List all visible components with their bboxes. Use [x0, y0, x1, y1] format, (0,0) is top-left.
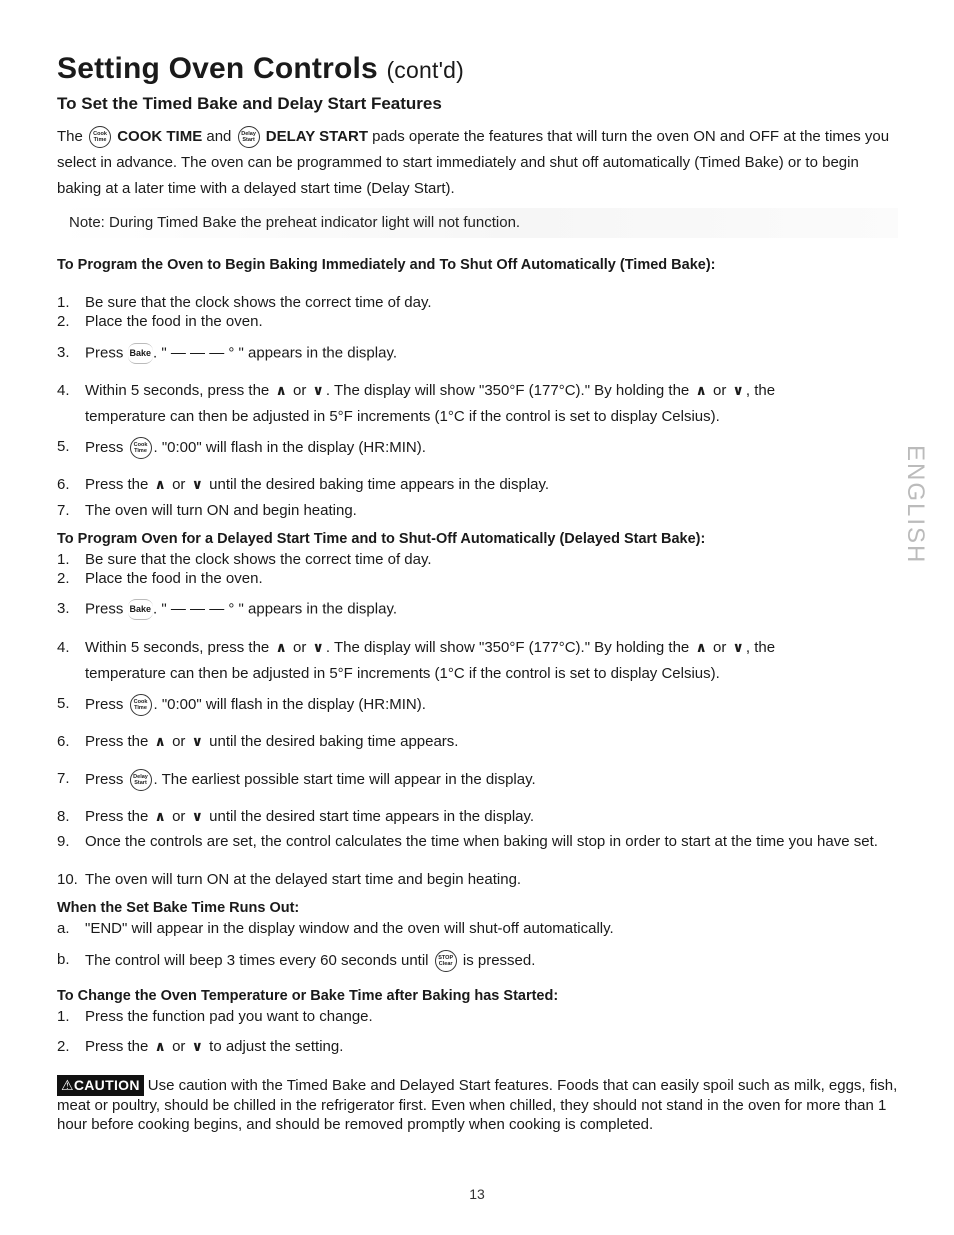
section-heading: To Set the Timed Bake and Delay Start Features: [57, 94, 442, 113]
timed-bake-heading: To Program the Oven to Begin Baking Immediately and To Shut Off Automatically (Timed Bake):: [57, 257, 716, 273]
delay-start-pad-icon: Delay Start: [238, 126, 260, 148]
cook-time-pad-icon: Cook Time: [89, 126, 111, 148]
title-main: Setting Oven Controls: [57, 52, 378, 85]
up-arrow-icon: ∧: [154, 476, 166, 492]
warning-triangle-icon: ⚠: [61, 1077, 74, 1093]
caution-text: Use caution with the Timed Bake and Delayed Start features. Foods that can easily spoil such as milk, eggs, fish, meat or poultry, should be chilled in the refrigerator first. Even when chilled, they should not stand in the oven for more than 1 hour before cooking begins, and should be removed promptly when cooking is completed.: [57, 1077, 898, 1133]
stop-clear-pad-icon: STOP Clear: [435, 950, 457, 972]
cook-time-pad-icon: Cook Time: [130, 437, 152, 459]
delay-start-label: DELAY START: [265, 128, 368, 145]
note-box: Note: During Timed Bake the preheat indicator light will not function.: [57, 208, 898, 238]
down-arrow-icon: ∨: [312, 639, 324, 655]
down-arrow-icon: ∨: [732, 639, 744, 655]
intro-text-end: pads operate the features that will turn the oven ON and OFF at the times you select in advance. The oven can be programmed to start immediately and shut off automatically (Timed Bake) or to begin baking at a later time with a delayed start time (Delay Start).: [57, 128, 890, 197]
caution-badge: ⚠CAUTION: [57, 1075, 144, 1096]
intro-and: and: [206, 128, 232, 145]
runs-out-heading: When the Set Bake Time Runs Out:: [57, 900, 300, 916]
up-arrow-icon: ∧: [154, 1038, 166, 1054]
bake-pad-icon: Bake: [128, 599, 154, 620]
cook-time-label: COOK TIME: [117, 128, 203, 145]
language-side-tab: ENGLISH: [902, 445, 929, 565]
down-arrow-icon: ∨: [191, 476, 203, 492]
bake-pad-icon: Bake: [128, 343, 154, 364]
down-arrow-icon: ∨: [191, 1038, 203, 1054]
down-arrow-icon: ∨: [312, 382, 324, 398]
down-arrow-icon: ∨: [191, 808, 203, 824]
intro-paragraph: [57, 124, 897, 202]
up-arrow-icon: ∧: [695, 382, 707, 398]
down-arrow-icon: ∨: [191, 733, 203, 749]
up-arrow-icon: ∧: [154, 733, 166, 749]
change-heading: To Change the Oven Temperature or Bake Time after Baking has Started:: [57, 988, 559, 1004]
up-arrow-icon: ∧: [275, 639, 287, 655]
title-contd: (cont'd): [386, 57, 465, 83]
up-arrow-icon: ∧: [695, 639, 707, 655]
up-arrow-icon: ∧: [154, 808, 166, 824]
delay-start-pad-icon: Delay Start: [130, 769, 152, 791]
page-title: [57, 52, 464, 86]
cook-time-pad-icon: Cook Time: [130, 694, 152, 716]
intro-text-start: The: [57, 128, 83, 145]
page-number: 13: [469, 1186, 485, 1202]
caution-paragraph: [57, 1075, 902, 1134]
delayed-bake-heading: To Program Oven for a Delayed Start Time and to Shut-Off Automatically (Delayed Start Bake):: [57, 531, 706, 547]
up-arrow-icon: ∧: [275, 382, 287, 398]
down-arrow-icon: ∨: [732, 382, 744, 398]
